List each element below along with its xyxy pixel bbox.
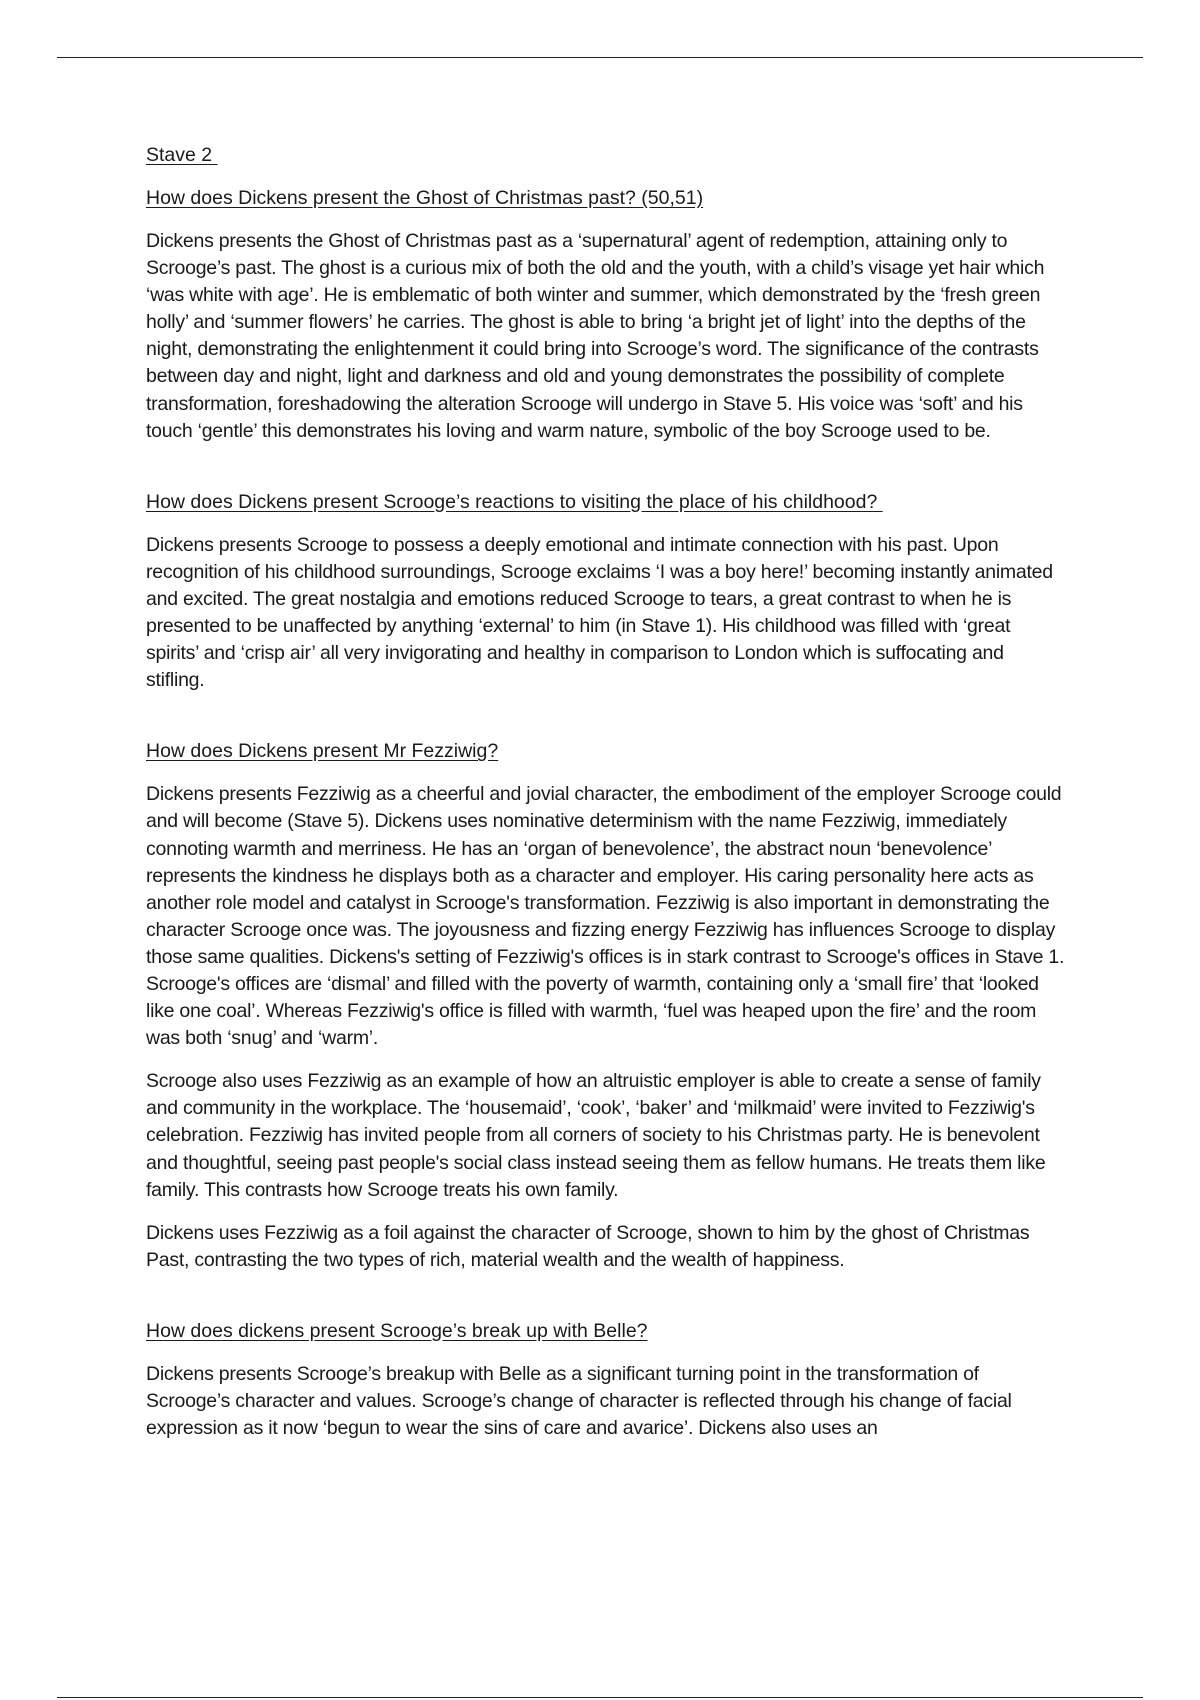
- section-gap: [146, 1290, 1066, 1318]
- section-heading: How does Dickens present Mr Fezziwig?: [146, 740, 499, 763]
- section-paragraph: Dickens presents Scrooge’s breakup with Belle as a significant turning point in the transformation of Scrooge’s character and values. Scrooge’s change of character is reflected through his change of facial expression as it now ‘begun to wear the sins of care and avarice’. Dickens also uses an: [146, 1362, 1012, 1440]
- section-paragraph: Dickens presents Scrooge to possess a deeply emotional and intimate connection with his past. Upon recognition of his childhood surroundings, Scrooge exclaims ‘I was a boy here!’ becoming instantly animated and excited. The great nostalgia and emotions reduced Scrooge to tears, a great contrast to when he is presented to be unaffected by anything ‘external’ to him (in Stave 1). His childhood was filled with ‘great spirits’ and ‘crisp air’ all very invigorating and healthy in comparison to London which is suffocating and stifling.: [146, 533, 1053, 692]
- section-break-up-with-belle: [146, 1318, 1066, 1442]
- section-ghost-of-christmas-past: [146, 185, 1066, 445]
- section-scrooge-childhood: [146, 489, 1066, 695]
- section-heading: How does Dickens present Scrooge’s reactions to visiting the place of his childhood?: [146, 490, 883, 513]
- section-paragraph: Scrooge also uses Fezziwig as an example of how an altruistic employer is able to create a sense of family and community in the workplace. The ‘housemaid’, ‘cook’, ‘baker’ and ‘milkmaid’ were invited to Fezziwig's celebration. Fezziwig has invited people from all corners of society to his Christmas party. He is benevolent and thoughtful, seeing past people's social class instead seeing them as fellow humans. He treats them like family. This contrasts how Scrooge treats his own family.: [146, 1070, 1046, 1201]
- section-mr-fezziwig: [146, 738, 1066, 1274]
- section-heading: How does dickens present Scrooge’s break up with Belle?: [146, 1319, 648, 1342]
- stave-title: Stave 2: [146, 144, 218, 166]
- section-paragraph: Dickens uses Fezziwig as a foil against the character of Scrooge, shown to him by the ghost of Christmas Past, contrasting the two types of rich, material wealth and the wealth of happiness.: [146, 1221, 1030, 1271]
- section-heading: How does Dickens present the Ghost of Christmas past? (50,51): [146, 187, 704, 209]
- footer-rule: [57, 1697, 1143, 1698]
- section-paragraph: Dickens presents the Ghost of Christmas past as a ‘supernatural’ agent of redemption, attaining only to Scrooge’s past. The ghost is a curious mix of both the old and the youth, with a child’s visage yet hair which ‘was white with age’. He is emblematic of both winter and summer, which demonstrated by the ‘fresh green holly’ and ‘summer flowers’ he carries. The ghost is able to bring ‘a bright jet of light’ into the depths of the night, demonstrating the enlightenment it could bring into Scrooge’s word. The significance of the contrasts between day and night, light and darkness and old and young demonstrates the possibility of complete transformation, foreshadowing the alteration Scrooge will undergo in Stave 5. His voice was ‘soft’ and his touch ‘gentle’ this demonstrates his loving and warm nature, symbolic of the boy Scrooge used to be.: [146, 230, 1045, 442]
- header-rule: [57, 57, 1143, 58]
- document-body: [146, 142, 1066, 1458]
- section-paragraph: Dickens presents Fezziwig as a cheerful and jovial character, the embodiment of the employer Scrooge could and will become (Stave 5). Dickens uses nominative determinism with the name Fezziwig, immediately connoting warmth and merriness. He has an ‘organ of benevolence’, the abstract noun ‘benevolence’ represents the kindness he displays both as a character and employer. His caring personality here acts as another role model and catalyst in Scrooge's transformation. Fezziwig is also important in demonstrating the character Scrooge once was. The joyousness and fizzing energy Fezziwig has influences Scrooge to display those same qualities. Dickens's setting of Fezziwig's offices is in stark contrast to Scrooge's offices in Stave 1. Scrooge's offices are ‘dismal’ and filled with the poverty of warmth, containing only a ‘small fire’ that ‘looked like one coal’. Whereas Fezziwig's office is filled with warmth, ‘fuel was heaped upon the fire’ and the room was both ‘snug’ and ‘warm’.: [146, 783, 1065, 1050]
- section-gap: [146, 710, 1066, 738]
- section-gap: [146, 461, 1066, 489]
